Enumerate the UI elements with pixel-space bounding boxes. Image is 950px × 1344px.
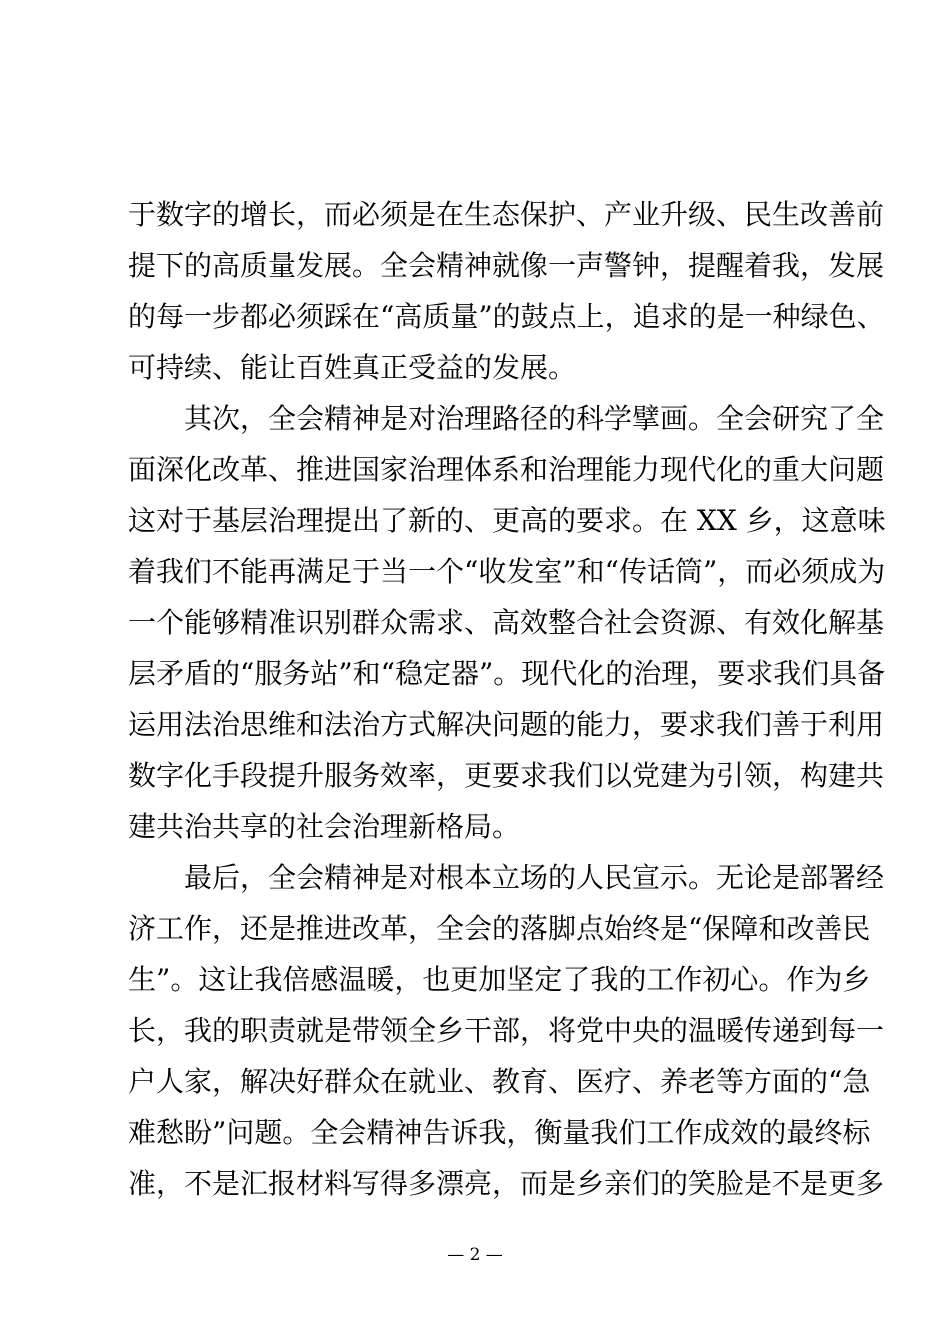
text-line: 户人家，解决好群众在就业、教育、医疗、养老等方面的“急	[128, 1065, 871, 1098]
text-line: 生”。这让我倍感温暖，也更加坚定了我的工作初心。作为乡	[128, 963, 871, 996]
text-line: 于数字的增长，而必须是在生态保护、产业升级、民生改善前	[128, 198, 885, 231]
text-line: 数字化手段提升服务效率，更要求我们以党建为引领，构建共	[128, 759, 885, 792]
text-line: 准，不是汇报材料写得多漂亮，而是乡亲们的笑脸是不是更多	[128, 1167, 885, 1200]
text-line: 难愁盼”问题。全会精神告诉我，衡量我们工作成效的最终标	[128, 1116, 871, 1149]
paragraph-first-line: 最后，全会精神是对根本立场的人民宣示。无论是部署经	[184, 861, 885, 894]
text-line: 面深化改革、推进国家治理体系和治理能力现代化的重大问题	[128, 453, 885, 486]
text-line: 着我们不能再满足于当一个“收发室”和“传话筒”，而必须成为	[128, 555, 886, 588]
page-number: — 2 —	[447, 1245, 503, 1265]
text-line: 提下的高质量发展。全会精神就像一声警钟，提醒着我，发展	[128, 249, 885, 282]
text-line: 层矛盾的“服务站”和“稳定器”。现代化的治理，要求我们具备	[128, 657, 886, 690]
text-line: 可持续、能让百姓真正受益的发展。	[128, 351, 577, 384]
text-line: 一个能够精准识别群众需求、高效整合社会资源、有效化解基	[128, 606, 885, 639]
text-line: 建共治共享的社会治理新格局。	[128, 810, 521, 843]
text-line: 长，我的职责就是带领全乡干部，将党中央的温暖传递到每一	[128, 1014, 885, 1047]
paragraph-first-line: 其次，全会精神是对治理路径的科学擘画。全会研究了全	[184, 402, 885, 435]
text-line: 济工作，还是推进改革，全会的落脚点始终是“保障和改善民	[128, 912, 871, 945]
text-line: 这对于基层治理提出了新的、更高的要求。在 XX 乡，这意味	[128, 504, 886, 537]
text-line: 的每一步都必须踩在“高质量”的鼓点上，追求的是一种绿色、	[128, 300, 885, 333]
text-line: 运用法治思维和法治方式解决问题的能力，要求我们善于利用	[128, 708, 885, 741]
